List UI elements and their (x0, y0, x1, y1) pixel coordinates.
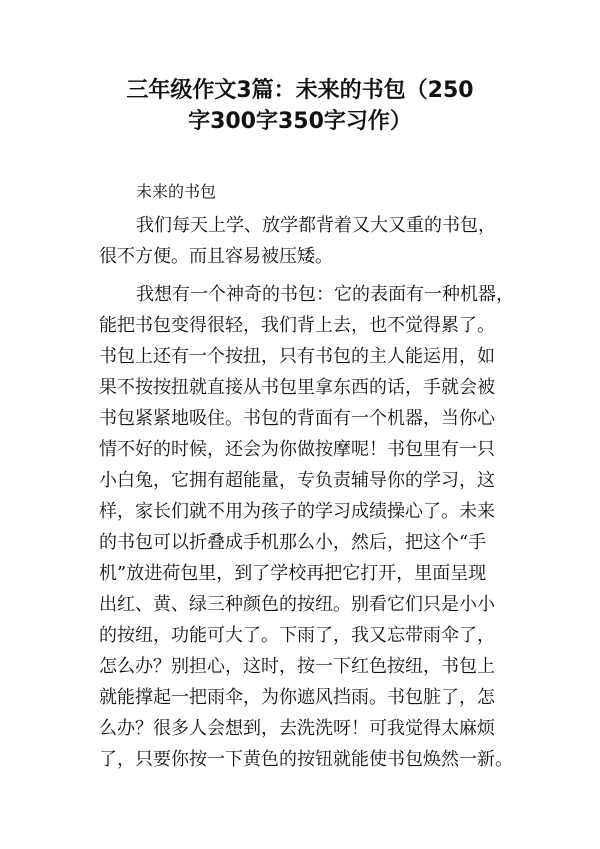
paragraph-line: 了，只要你按一下黄色的按钮就能使书包焕然一新。 (99, 749, 513, 770)
paragraph-line: 果不按按扭就直接从书包里拿东西的话，手就会被 (99, 377, 495, 398)
document-title-line-1: 三年级作文3篇：未来的书包（250 (126, 78, 474, 103)
paragraph-line: 很不方便。而且容易被压矮。 (99, 246, 333, 267)
paragraph-line: 就能撑起一把雨伞，为你遮风挡雨。书包脏了，怎 (99, 687, 495, 708)
paragraph-line: 小白兔，它拥有超能量，专负责辅导你的学习，这 (99, 470, 495, 491)
paragraph-line: 的按纽，功能可大了。下雨了，我又忘带雨伞了， (99, 625, 495, 646)
paragraph-line: 书包上还有一个按扭，只有书包的主人能运用，如 (99, 346, 495, 367)
paragraph-line: 书包紧紧地吸住。书包的背面有一个机器，当你心 (99, 408, 495, 429)
paragraph-line: 怎么办？别担心，这时，按一下红色按纽，书包上 (99, 656, 495, 677)
document-title-line-2: 字300字350字习作） (188, 109, 412, 134)
paragraph-line: 的书包可以折叠成手机那么小，然后，把这个“手 (99, 532, 487, 553)
paragraph-line: 出红、黄、绿三种颜色的按纽。别看它们只是小小 (99, 594, 495, 615)
paragraph-line: 样，家长们就不用为孩子的学习成绩操心了。未来 (99, 501, 495, 522)
essay-subheading: 未来的书包 (136, 182, 217, 201)
paragraph-line: 我想有一个神奇的书包：它的表面有一种机器， (136, 284, 514, 305)
paragraph-line: 情不好的时候，还会为你做按摩呢！书包里有一只 (99, 439, 495, 460)
paragraph-line: 么办？很多人会想到，去洗洗呀！可我觉得太麻烦 (99, 718, 495, 739)
paragraph-line: 我们每天上学、放学都背着又大又重的书包， (136, 215, 496, 236)
paragraph-line: 机”放进荷包里，到了学校再把它打开，里面呈现 (99, 563, 487, 584)
paragraph-line: 能把书包变得很轻，我们背上去，也不觉得累了。 (99, 315, 495, 336)
